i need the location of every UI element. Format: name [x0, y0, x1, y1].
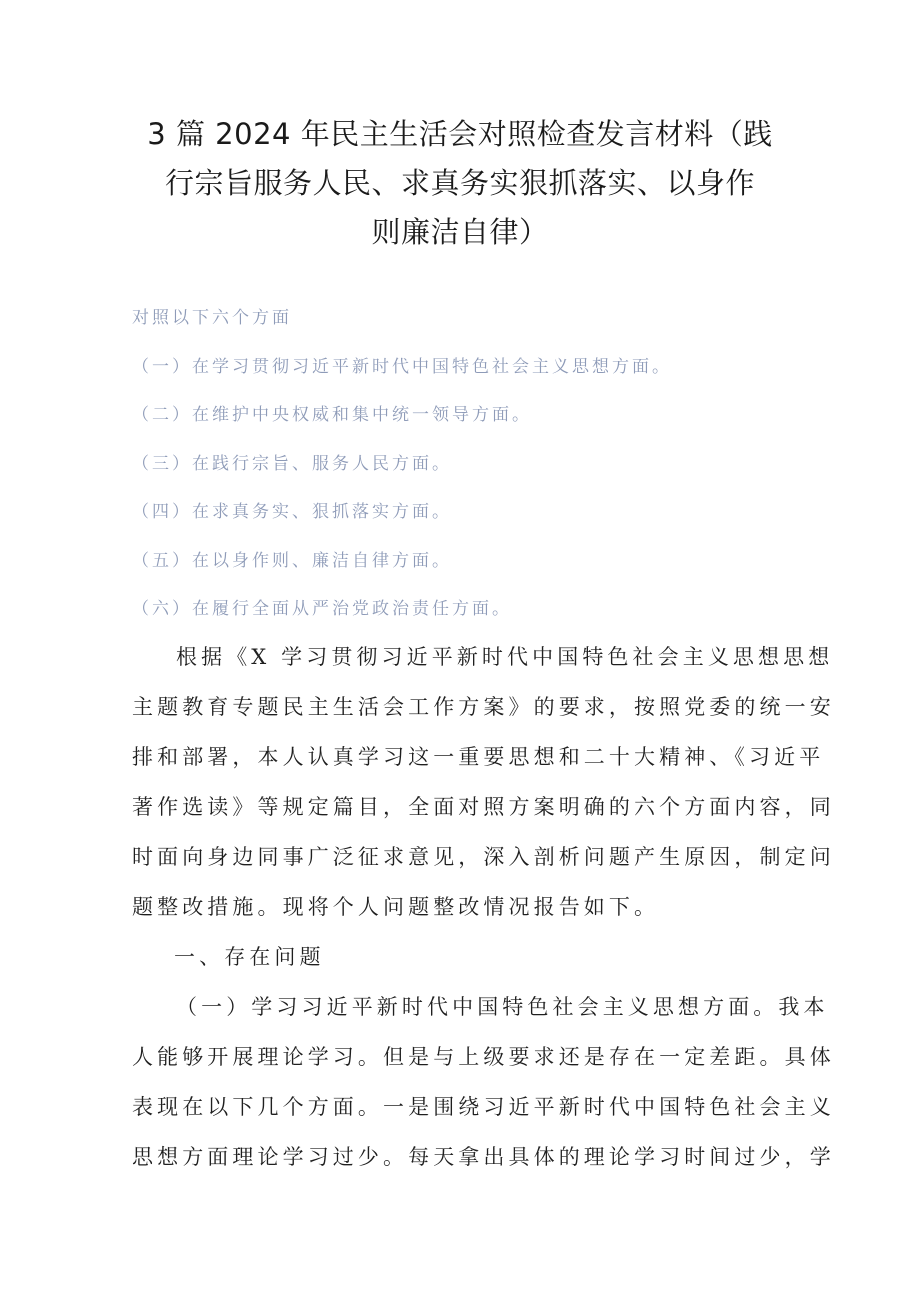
aspect-item: （五）在以身作则、廉洁自律方面。: [132, 550, 452, 571]
paragraph-line: 思想方面理论学习过少。每天拿出具体的理论学习时间过少，学: [132, 1145, 835, 1169]
paragraph-line: 时面向身边同事广泛征求意见，深入剖析问题产生原因，制定问: [132, 845, 835, 869]
paragraph-line: 根据《X 学习贯彻习近平新时代中国特色社会主义思想思想: [176, 645, 834, 669]
aspects-list: [132, 300, 812, 640]
paragraph-line: 题整改措施。现将个人问题整改情况报告如下。: [132, 895, 660, 919]
document-title: [130, 110, 790, 257]
paragraph-line: 排和部署，本人认真学习这一重要思想和二十大精神、《习近平: [132, 745, 825, 769]
paragraph-line: 表现在以下几个方面。一是围绕习近平新时代中国特色社会主义: [132, 1095, 835, 1119]
paragraph-line: 著作选读》等规定篇目，全面对照方案明确的六个方面内容，同: [132, 795, 835, 819]
aspect-item: （六）在履行全面从严治党政治责任方面。: [132, 599, 512, 619]
document-body: [132, 632, 835, 1182]
title-line-2: 行宗旨服务人民、求真务实狠抓落实、以身作: [164, 166, 755, 200]
aspect-item: （四）在求真务实、狠抓落实方面。: [132, 502, 452, 522]
title-line-3: 则廉洁自律）: [371, 215, 549, 249]
aspect-item: （三）在践行宗旨、服务人民方面。: [132, 453, 452, 474]
paragraph-line: 人能够开展理论学习。但是与上级要求还是存在一定差距。具体: [132, 1045, 835, 1069]
title-line-1: 3 篇 2024 年民主生活会对照检查发言材料（践: [147, 117, 773, 151]
paragraph-line: （一）学习习近平新时代中国特色社会主义思想方面。我本: [176, 995, 829, 1019]
aspect-item: （一）在学习贯彻习近平新时代中国特色社会主义思想方面。: [132, 356, 672, 377]
paragraph-line: 主题教育专题民主生活会工作方案》的要求，按照党委的统一安: [132, 695, 835, 719]
aspects-heading: 对照以下六个方面: [132, 308, 292, 328]
section-heading: 一、存在问题: [174, 945, 325, 969]
aspect-item: （二）在维护中央权威和集中统一领导方面。: [132, 405, 532, 425]
